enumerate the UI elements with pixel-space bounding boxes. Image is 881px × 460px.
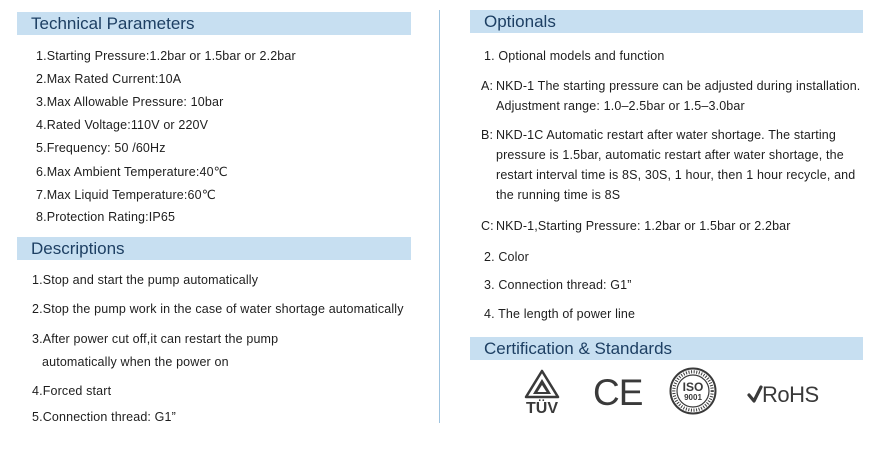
desc-item-2: 2.Stop the pump work in the case of water shortage automatically bbox=[32, 302, 404, 316]
option-b-line-3: restart interval time is 8S, 30S, 1 hour, then 1 hour recycle, and bbox=[496, 168, 856, 182]
option-b-line-4: the running time is 8S bbox=[496, 188, 621, 202]
optionals-color: 2. Color bbox=[484, 250, 529, 264]
rohs-text: RoHS bbox=[762, 382, 819, 407]
rohs-check-icon bbox=[747, 384, 763, 406]
tech-item-4: 4.Rated Voltage:110V or 220V bbox=[36, 118, 209, 132]
optionals-header bbox=[470, 10, 863, 33]
option-a-line-1: NKD-1 The starting pressure can be adjusted during installation. bbox=[496, 79, 861, 93]
tech-item-6: 6.Max Ambient Temperature:40℃ bbox=[36, 165, 228, 179]
iso-9001-logo bbox=[669, 367, 717, 415]
tech-item-2: 2.Max Rated Current:10A bbox=[36, 72, 182, 86]
rohs-logo bbox=[747, 381, 827, 409]
optionals-thread: 3. Connection thread: G1” bbox=[484, 278, 632, 292]
optionals-intro: 1. Optional models and function bbox=[484, 49, 665, 63]
optionals-power-line: 4. The length of power line bbox=[484, 307, 636, 321]
desc-item-5: 5.Connection thread: G1” bbox=[32, 410, 176, 424]
option-a-line-2: Adjustment range: 1.0–2.5bar or 1.5–3.0bar bbox=[496, 99, 745, 113]
tuv-text: TÜV bbox=[526, 400, 558, 417]
descriptions-header bbox=[17, 237, 411, 260]
tech-item-8: 8.Protection Rating:IP65 bbox=[36, 210, 176, 224]
desc-item-1: 1.Stop and start the pump automatically bbox=[32, 273, 259, 287]
tech-item-5: 5.Frequency: 50 /60Hz bbox=[36, 141, 166, 155]
certification-title: Certification & Standards bbox=[484, 339, 673, 358]
tech-item-3: 3.Max Allowable Pressure: 10bar bbox=[36, 95, 224, 109]
option-c-label: C: bbox=[481, 219, 494, 233]
descriptions-title: Descriptions bbox=[31, 239, 125, 258]
ce-mark: CE bbox=[593, 372, 643, 413]
desc-item-4: 4.Forced start bbox=[32, 384, 112, 398]
technical-parameters-title: Technical Parameters bbox=[31, 14, 195, 33]
iso-text: ISO bbox=[682, 380, 704, 394]
option-c-line-1: NKD-1,Starting Pressure: 1.2bar or 1.5bar or 2.2bar bbox=[496, 219, 791, 233]
tech-item-7: 7.Max Liquid Temperature:60℃ bbox=[36, 188, 216, 202]
option-b-label: B: bbox=[481, 128, 494, 142]
optionals-title: Optionals bbox=[484, 12, 556, 31]
option-b-line-2: pressure is 1.5bar, automatic restart after water shortage, the bbox=[496, 148, 844, 162]
tuv-logo bbox=[519, 368, 565, 418]
desc-item-3-cont: automatically when the power on bbox=[42, 355, 229, 369]
technical-parameters-header bbox=[17, 12, 411, 35]
option-b-line-1: NKD-1C Automatic restart after water shortage. The starting bbox=[496, 128, 837, 142]
iso-number: 9001 bbox=[684, 393, 702, 402]
column-divider bbox=[439, 10, 440, 423]
ce-logo bbox=[593, 372, 643, 413]
option-a-label: A: bbox=[481, 79, 494, 93]
certification-header bbox=[470, 337, 863, 360]
tech-item-1: 1.Starting Pressure:1.2bar or 1.5bar or 2.2bar bbox=[36, 49, 296, 63]
desc-item-3: 3.After power cut off,it can restart the pump bbox=[32, 332, 279, 346]
